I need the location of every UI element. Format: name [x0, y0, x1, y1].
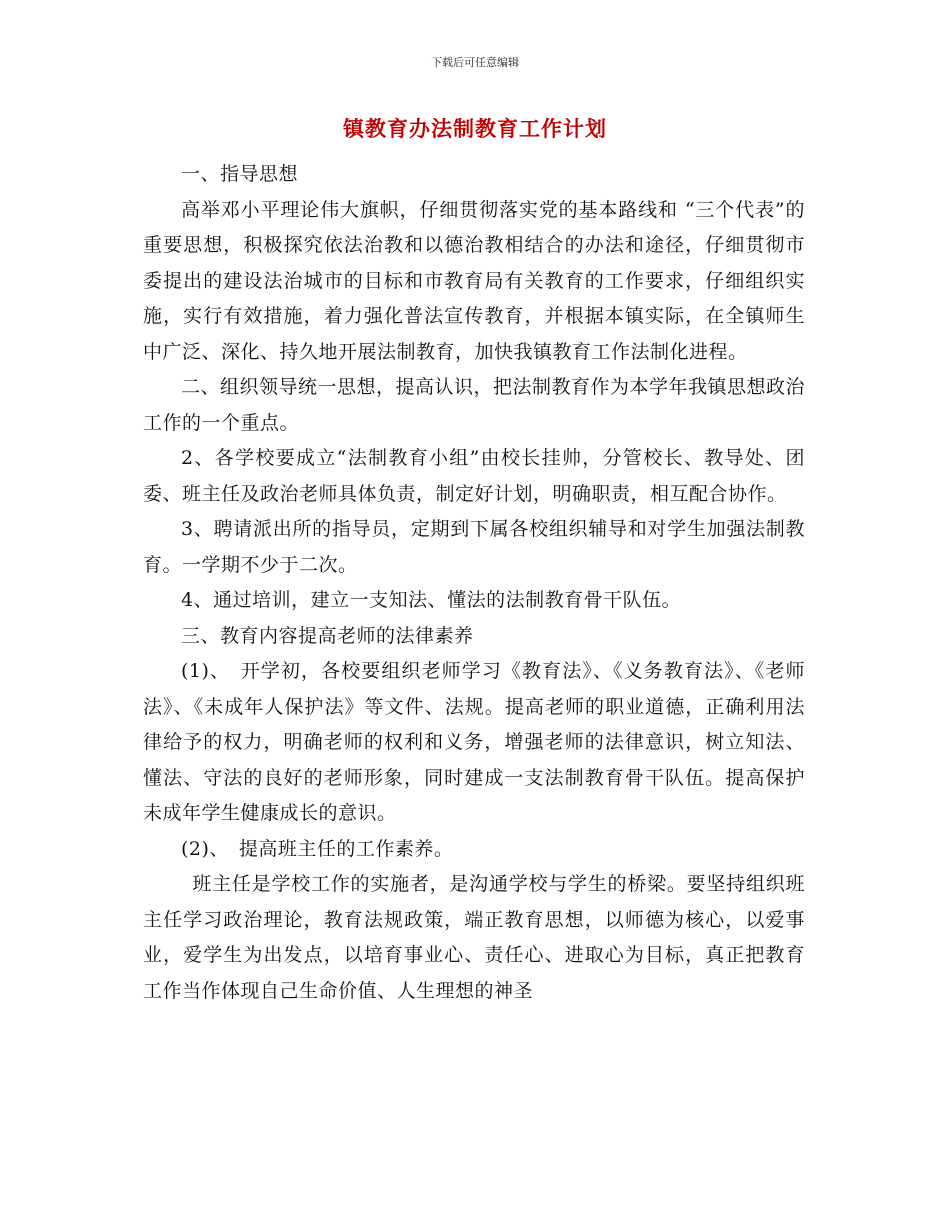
header-note: 下载后可任意编辑: [431, 56, 519, 69]
document-body: [143, 157, 805, 1009]
paragraph-subitem-1: (1)、 开学初，各校要组织老师学习《教育法》、《义务教育法》、《老师法》、《未成年人保护法》等文件、法规。提高老师的职业道德，正确利用法律给予的权力，明确老师的权利和义务，增强老师的法律意识，树立知法、懂法、守法的良好的老师形象，同时建成一支法制教育骨干队伍。提高保护未成年学生健康成长的意识。: [143, 660, 805, 824]
section-heading-content: 三、教育内容提高老师的法律素养: [181, 624, 474, 647]
section-heading-organization: 二、组织领导统一思想，提高认识，把法制教育作为本学年我镇思想政治工作的一个重点。: [143, 376, 806, 434]
paragraph-item-3: 3、聘请派出所的指导员，定期到下属各校组织辅导和对学生加强法制教育。一学期不少于二次。: [143, 518, 805, 576]
paragraph-class-teacher: 班主任是学校工作的实施者，是沟通学校与学生的桥梁。要坚持组织班主任学习政治理论，教育法规政策，端正教育思想，以师德为核心，以爱事业，爱学生为出发点，以培育事业心、责任心、进取心为目标，真正把教育工作当作体现自己生命价值、人生理想的神圣: [143, 873, 805, 1002]
paragraph-subitem-2: (2)、 提高班主任的工作素养。: [181, 837, 454, 860]
paragraph-item-4: 4、通过培训，建立一支知法、懂法的法制教育骨干队伍。: [181, 589, 682, 611]
document-title: 镇教育办法制教育工作计划: [343, 117, 607, 141]
paragraph-item-2: 2、各学校要成立“法制教育小组”由校长挂帅，分管校长、教导处、团委、班主任及政治老师具体负责，制定好计划，明确职责，相互配合协作。: [143, 447, 805, 505]
paragraph-guiding-thought: 高举邓小平理论伟大旗帜，仔细贯彻落实党的基本路线和 “三个代表”的重要思想，积极探究依法治教和以德治教相结合的办法和途径，仔细贯彻市委提出的建设法治城市的目标和市教育局有关教育的工作要求，仔细组织实施，实行有效措施，着力强化普法宣传教育，并根据本镇实际，在全镇师生中广泛、深化、持久地开展法制教育，加快我镇教育工作法制化进程。: [143, 198, 805, 363]
section-heading-guiding-thought: 一、指导思想: [181, 163, 299, 185]
